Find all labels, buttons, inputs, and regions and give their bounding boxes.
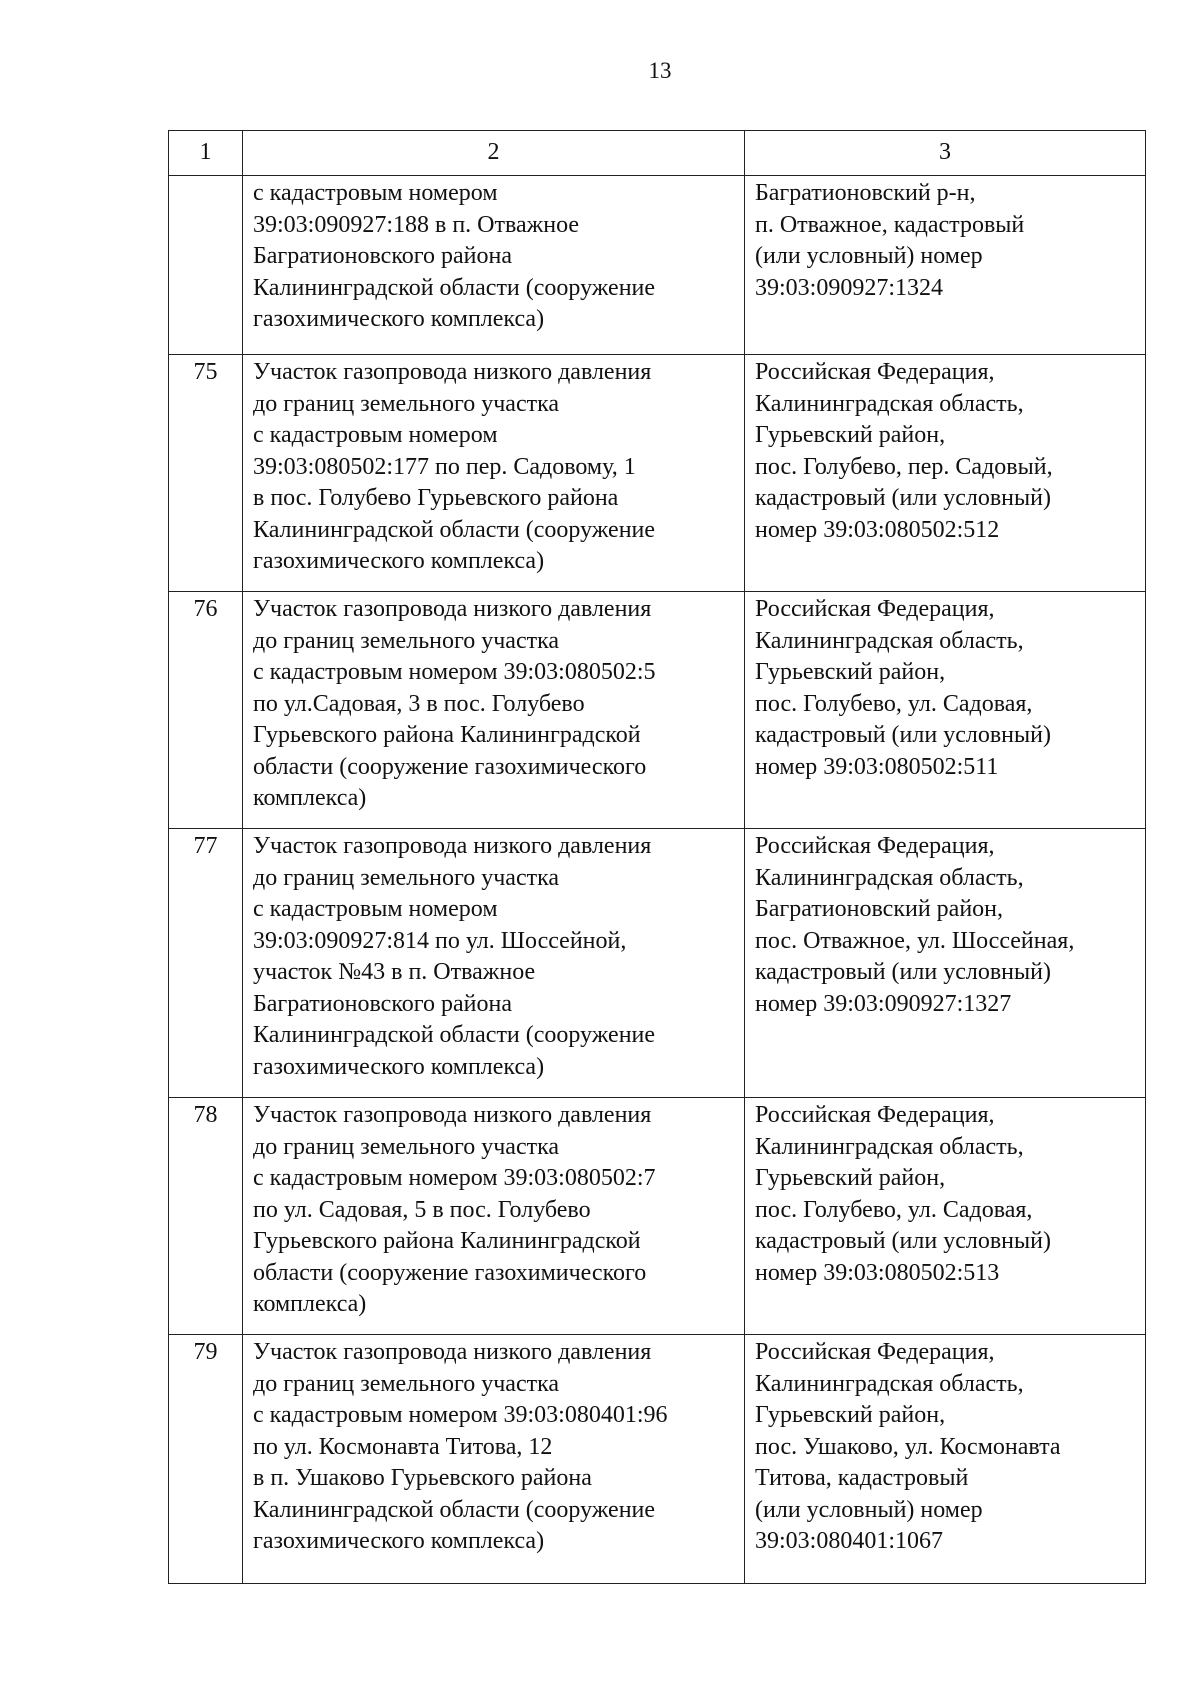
description-line: 39:03:090927:814 по ул. Шоссейной, <box>253 927 627 954</box>
description-line: с кадастровым номером <box>253 896 498 922</box>
location-line: Гурьевский район, <box>755 1165 946 1191</box>
location-line: Калининградская область, <box>755 1370 1024 1397</box>
location-line: п. Отважное, кадастровый <box>755 211 1025 238</box>
description-line: 39:03:090927:188 в п. Отважное <box>253 211 580 238</box>
description-line: с кадастровым номером 39:03:080502:5 <box>253 659 656 685</box>
column-header-number: 1 <box>169 131 243 176</box>
location-line: Титова, кадастровый <box>755 1465 969 1491</box>
description-line: комплекса) <box>253 785 367 811</box>
description-line: Участок газопровода низкого давления <box>253 833 652 859</box>
location-line: Гурьевский район, <box>755 659 946 685</box>
object-description <box>243 1335 745 1584</box>
location-line: Калининградская область, <box>755 627 1024 654</box>
location-line: Российская Федерация, <box>755 359 995 385</box>
description-line: газохимического комплекса) <box>253 1053 545 1080</box>
description-line: Участок газопровода низкого давления <box>253 1102 652 1128</box>
description-line: Калининградской области (сооружение <box>253 274 656 301</box>
table-body <box>169 176 1146 1584</box>
location-line: кадастровый (или условный) <box>755 485 1051 511</box>
location-line: Багратионовский район, <box>755 896 1004 922</box>
description-line: газохимического комплекса) <box>253 1528 545 1554</box>
description-line: до границ земельного участка <box>253 390 560 417</box>
description-line: с кадастровым номером <box>253 422 498 448</box>
location-line: пос. Голубево, пер. Садовый, <box>755 453 1053 480</box>
table-row <box>169 1098 1146 1335</box>
description-line: Участок газопровода низкого давления <box>253 596 652 622</box>
page-number: 13 <box>648 58 672 83</box>
location-line: Российская Федерация, <box>755 1102 995 1128</box>
location-line: кадастровый (или условный) <box>755 1228 1051 1254</box>
description-line: Участок газопровода низкого давления <box>253 359 652 385</box>
location-line: номер 39:03:080502:513 <box>755 1259 1000 1286</box>
location-line: пос. Отважное, ул. Шоссейная, <box>755 927 1075 954</box>
table-row <box>169 1335 1146 1584</box>
description-line: газохимического комплекса) <box>253 306 545 332</box>
description-line: в пос. Голубево Гурьевского района <box>253 485 619 511</box>
description-line: 39:03:080502:177 по пер. Садовому, 1 <box>253 453 636 480</box>
description-line: по ул. Садовая, 5 в пос. Голубево <box>253 1196 591 1223</box>
object-location <box>745 592 1146 829</box>
description-line: по ул.Садовая, 3 в пос. Голубево <box>253 690 585 717</box>
description-line: с кадастровым номером 39:03:080502:7 <box>253 1165 656 1191</box>
description-line: Гурьевского района Калининградской <box>253 1228 641 1254</box>
description-line: до границ земельного участка <box>253 627 560 654</box>
location-line: Багратионовский р-н, <box>755 180 976 206</box>
row-number: 79 <box>169 1335 243 1584</box>
location-line: Российская Федерация, <box>755 1339 995 1365</box>
description-line: с кадастровым номером <box>253 180 498 206</box>
location-line: пос. Голубево, ул. Садовая, <box>755 1196 1033 1223</box>
description-line: Калининградской области (сооружение <box>253 1496 656 1523</box>
table-row <box>169 176 1146 355</box>
column-header-location: 3 <box>745 131 1146 176</box>
column-header-description: 2 <box>243 131 745 176</box>
description-line: Калининградской области (сооружение <box>253 516 656 543</box>
location-line: номер 39:03:080502:512 <box>755 516 1000 543</box>
description-line: до границ земельного участка <box>253 1133 560 1160</box>
location-line: 39:03:090927:1324 <box>755 274 944 301</box>
description-line: Участок газопровода низкого давления <box>253 1339 652 1365</box>
description-line: участок №43 в п. Отважное <box>253 959 536 985</box>
row-number <box>169 176 243 355</box>
object-location <box>745 1335 1146 1584</box>
location-line: кадастровый (или условный) <box>755 959 1051 985</box>
object-location <box>745 176 1146 355</box>
location-line: 39:03:080401:1067 <box>755 1528 944 1554</box>
row-number: 78 <box>169 1098 243 1335</box>
location-line: номер 39:03:080502:511 <box>755 753 999 780</box>
location-line: (или условный) номер <box>755 243 983 269</box>
object-location <box>745 1098 1146 1335</box>
description-line: Калининградской области (сооружение <box>253 1022 656 1048</box>
row-number: 75 <box>169 355 243 592</box>
location-line: Гурьевский район, <box>755 422 946 448</box>
description-line: Багратионовского района <box>253 990 513 1017</box>
description-line: в п. Ушаково Гурьевского района <box>253 1465 592 1491</box>
location-line: Гурьевский район, <box>755 1402 946 1428</box>
description-line: Багратионовского района <box>253 243 513 269</box>
land-plots-table <box>168 130 1146 1584</box>
location-line: Калининградская область, <box>755 1133 1024 1160</box>
table-header-row <box>169 131 1146 176</box>
table-row <box>169 592 1146 829</box>
description-line: с кадастровым номером 39:03:080401:96 <box>253 1402 668 1428</box>
row-number: 76 <box>169 592 243 829</box>
description-line: газохимического комплекса) <box>253 548 545 574</box>
object-description <box>243 592 745 829</box>
location-line: номер 39:03:090927:1327 <box>755 990 1012 1017</box>
location-line: Российская Федерация, <box>755 596 995 622</box>
object-location <box>745 355 1146 592</box>
object-location <box>745 829 1146 1098</box>
description-line: по ул. Космонавта Титова, 12 <box>253 1433 553 1460</box>
object-description <box>243 355 745 592</box>
description-line: до границ земельного участка <box>253 864 560 891</box>
description-line: до границ земельного участка <box>253 1370 560 1397</box>
location-line: кадастровый (или условный) <box>755 722 1051 748</box>
location-line: Калининградская область, <box>755 390 1024 417</box>
object-description <box>243 1098 745 1335</box>
object-description <box>243 176 745 355</box>
description-line: комплекса) <box>253 1291 367 1317</box>
row-number: 77 <box>169 829 243 1098</box>
table-row <box>169 355 1146 592</box>
location-line: пос. Голубево, ул. Садовая, <box>755 690 1033 717</box>
location-line: пос. Ушаково, ул. Космонавта <box>755 1433 1061 1460</box>
description-line: Гурьевского района Калининградской <box>253 722 641 748</box>
table-row <box>169 829 1146 1098</box>
location-line: Калининградская область, <box>755 864 1024 891</box>
location-line: Российская Федерация, <box>755 833 995 859</box>
description-line: области (сооружение газохимического <box>253 753 647 780</box>
location-line: (или условный) номер <box>755 1496 983 1523</box>
description-line: области (сооружение газохимического <box>253 1259 647 1286</box>
object-description <box>243 829 745 1098</box>
